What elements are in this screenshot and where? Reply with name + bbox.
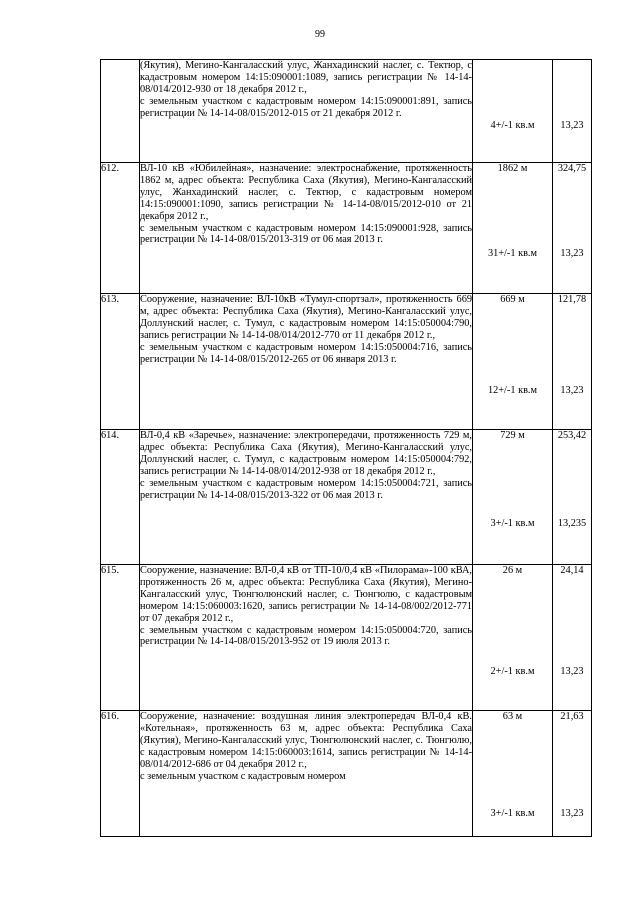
table-row [101,565,592,711]
size-cell [473,60,553,163]
object-cost: 121,78 [557,294,587,305]
object-length: 63 м [502,711,523,722]
land-plot-text: с земельным участком с кадастровым номером 14:15:090001:891, запись регистрации № 14-14-08/015/2012-015 от 21 декабря 2012 г. [140,95,472,119]
object-description [140,565,473,711]
cost-cell [553,163,592,294]
object-description [140,711,473,837]
object-cost: 21,63 [560,711,584,722]
land-area: 31+/-1 кв.м [487,248,538,259]
object-cost: 24,14 [560,565,584,576]
land-cost: 13,235 [557,518,587,529]
land-area: 2+/-1 кв.м [490,666,535,677]
object-cost: 324,75 [557,163,587,174]
row-number: 613. [101,294,140,430]
object-length: 1862 м [497,163,528,174]
cost-cell [553,430,592,565]
cost-cell [553,565,592,711]
table-row [101,711,592,837]
object-length: 729 м [500,430,525,441]
object-description [140,294,473,430]
size-cell [473,565,553,711]
land-cost: 13,23 [560,666,584,677]
land-plot-text: с земельным участком с кадастровым номером 14:15:050004:720, запись регистрации № 14-14-08/015/2013-952 от 19 июля 2013 г. [140,624,472,648]
size-cell [473,430,553,565]
size-cell [473,163,553,294]
object-length: 669 м [500,294,525,305]
land-area: 3+/-1 кв.м [490,808,535,819]
land-plot-text: с земельным участком с кадастровым номером 14:15:050004:716, запись регистрации № 14-14-08/015/2012-265 от 06 января 2013 г. [140,341,472,365]
cost-cell [553,711,592,837]
table-row [101,294,592,430]
row-number: 615. [101,565,140,711]
land-cost: 13,23 [560,385,584,396]
land-plot-text: с земельным участком с кадастровым номером 14:15:050004:721, запись регистрации № 14-14-08/015/2013-322 от 06 мая 2013 г. [140,477,472,501]
table-row [101,60,592,163]
object-text: ВЛ-0,4 кВ «Заречье», назначение: электропередачи, протяженность 729 м, адрес объекта: Республика Саха (Якутия), Мегино-Кангаласский улус, Доллунский наслег, с. Тумул, с кадастровым номером 14:15:050004:792, запись регистрации № 14-14-08/014/2012-938 от 18 декабря 2012 г., [140,430,472,477]
property-registry-table [100,59,592,837]
land-cost: 13,23 [560,248,584,259]
row-number: 612. [101,163,140,294]
object-text: ВЛ-10 кВ «Юбилейная», назначение: электроснабжение, протяженность 1862 м, адрес объекта: Республика Саха (Якутия), Мегино-Кангаласский улус, Жанхадинский наслег, с. Тектюр, с кадастровым номером 14:15:090001:1090, запись регистрации № 14-14-08/015/2012-010 от 21 декабря 2012 г., [140,163,472,222]
size-cell [473,294,553,430]
cost-cell [553,294,592,430]
object-description [140,60,473,163]
size-cell [473,711,553,837]
land-area: 4+/-1 кв.м [490,120,535,131]
land-area: 3+/-1 кв.м [490,518,535,529]
row-number: 614. [101,430,140,565]
cost-cell [553,60,592,163]
land-cost: 13,23 [560,120,584,131]
land-plot-text: с земельным участком с кадастровым номером [140,770,346,782]
land-cost: 13,23 [560,808,584,819]
land-plot-text: с земельным участком с кадастровым номером 14:15:090001:928, запись регистрации № 14-14-08/015/2013-319 от 06 мая 2013 г. [140,222,472,246]
object-text: Сооружение, назначение: ВЛ-0,4 кВ от ТП-10/0,4 кВ «Пилорама»-100 кВА, протяженность 26 м, адрес объекта: Республика Саха (Якутия), Мегино-Кангаласский улус, Тюнгюлюнский наслег, с. Тюнгюлю, с кадастровым номером 14:15:060003:1620, запись регистрации № 14-14-08/002/2012-771 от 07 декабря 2012 г., [140,565,472,624]
row-number [101,60,140,163]
object-text: (Якутия), Мегино-Кангаласский улус, Жанхадинский наслег, с. Тектюр, с кадастровым номером 14:15:090001:1089, запись регистрации № 14-14-08/014/2012-930 от 18 декабря 2012 г., [140,60,472,95]
object-text: Сооружение, назначение: ВЛ-10кВ «Тумул-спортзал», протяженность 669 м, адрес объекта: Республика Саха (Якутия), Мегино-Кангаласский улус, Доллунский наслег, с. Тумул, с кадастровым номером 14:15:050004:790, запись регистрации № 14-14-08/014/2012-770 от 11 декабря 2012 г., [140,294,472,341]
object-description [140,163,473,294]
table-row [101,163,592,294]
object-description [140,430,473,565]
row-number: 616. [101,711,140,837]
page-number: 99 [315,29,325,40]
object-length: 26 м [502,565,523,576]
object-text: Сооружение, назначение: воздушная линия электропередач ВЛ-0,4 кВ. «Котельная», протяженность 63 м, адрес объекта: Республика Саха (Якутия), Мегино-Кангаласский улус, Тюнгюлюнский наслег, с. Тюнгюлю, с кадастровым номером 14:15:060003:1614, запись регистрации № 14-14-08/014/2012-686 от 04 декабря 2012 г., [140,711,472,770]
object-cost: 253,42 [557,430,587,441]
table-row [101,430,592,565]
land-area: 12+/-1 кв.м [487,385,538,396]
